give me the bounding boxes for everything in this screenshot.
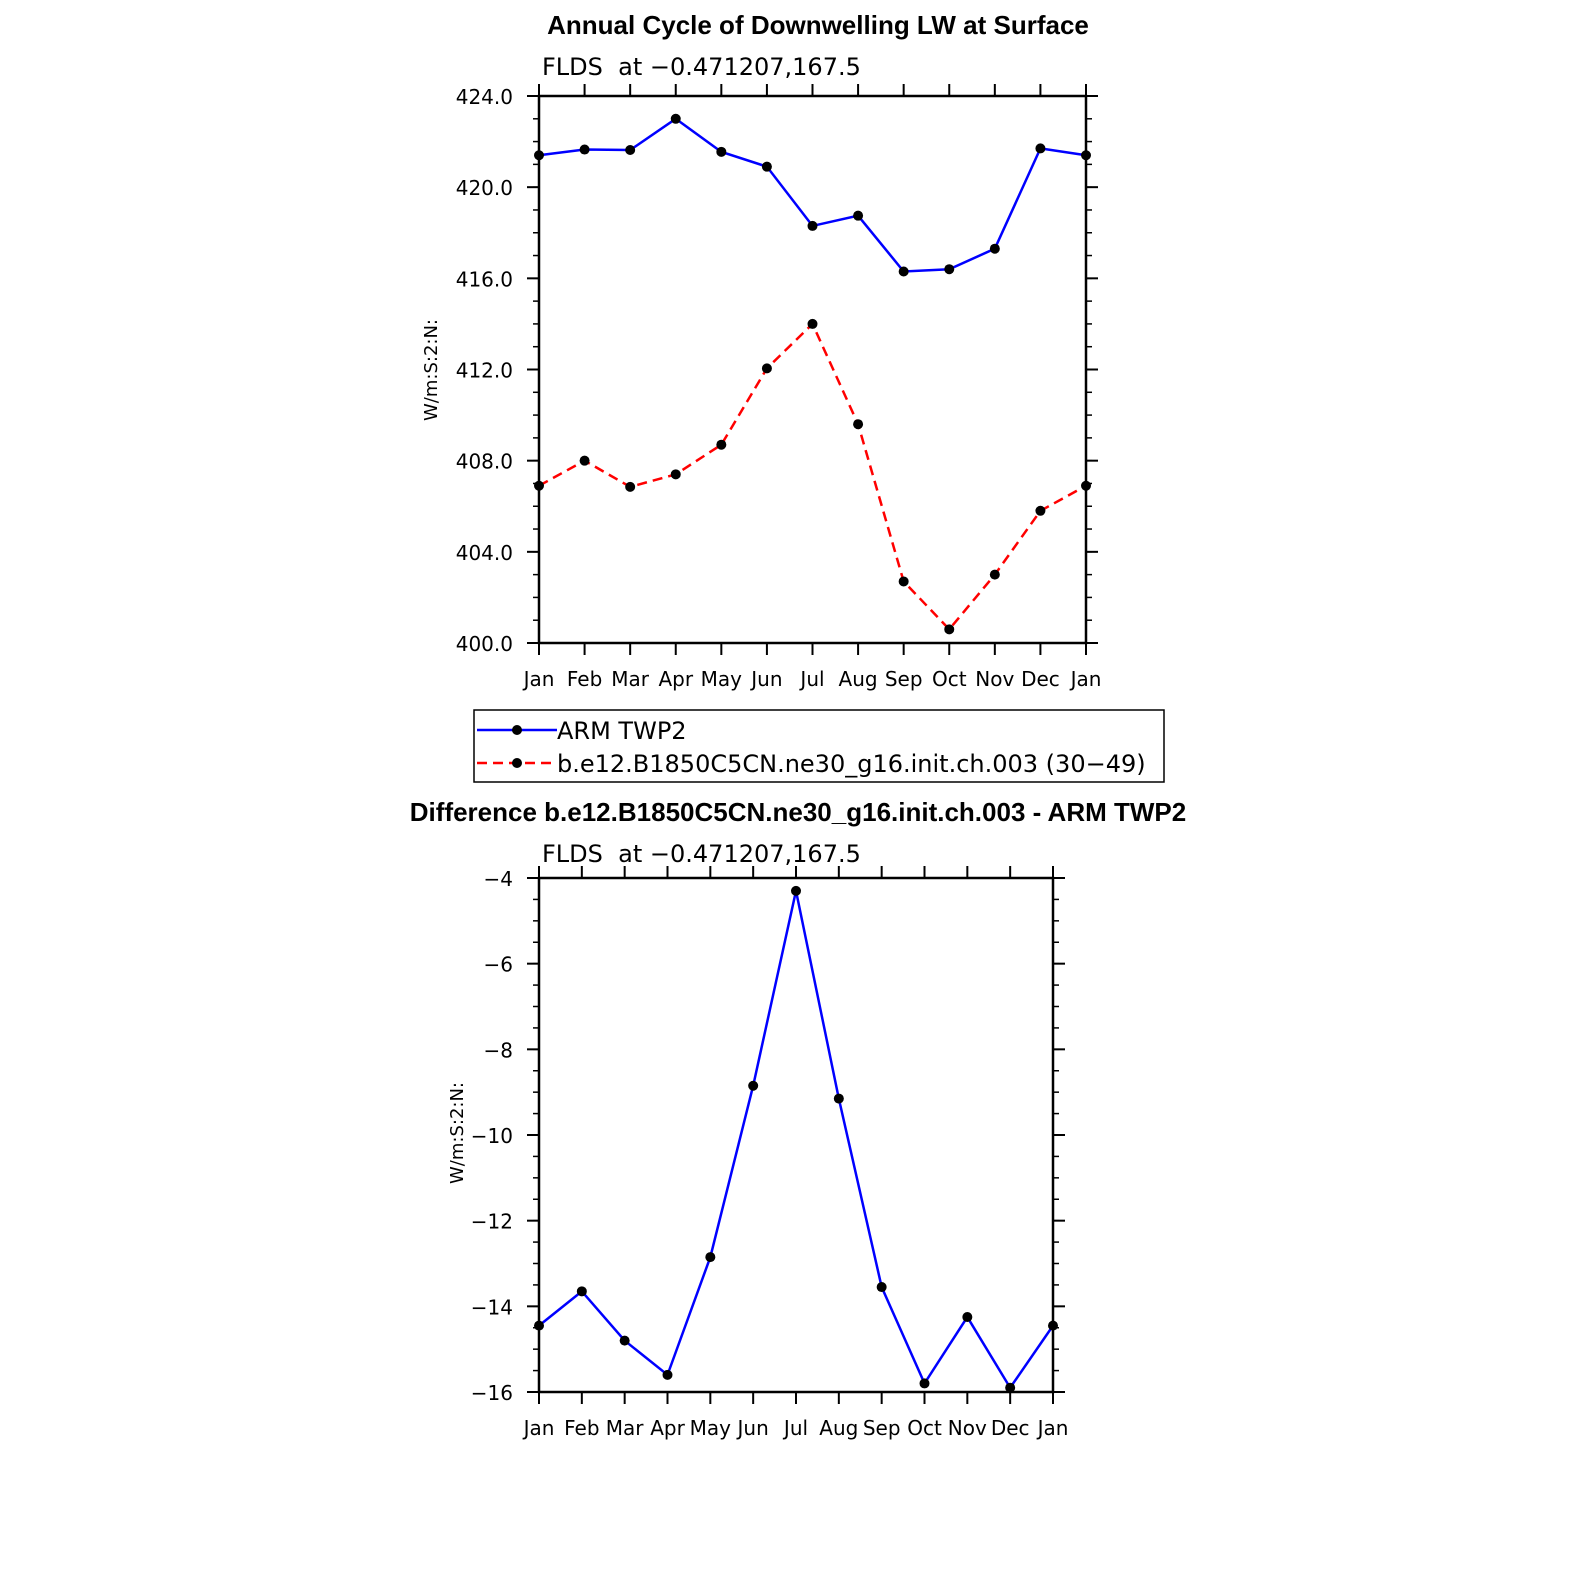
bottom-series-1-point: [1005, 1383, 1015, 1393]
top-series-2-point: [808, 319, 818, 329]
top-series-2-point: [944, 624, 954, 634]
bottom-y-tick-label: −12: [470, 1209, 513, 1234]
bottom-x-tick-label: Nov: [947, 1416, 987, 1440]
top-chart: [421, 10, 1101, 691]
bottom-series-1-point: [663, 1370, 673, 1380]
bottom-y-tick-label: −14: [470, 1295, 513, 1320]
bottom-x-tick-label: Apr: [650, 1416, 685, 1440]
top-plot-area: [456, 84, 1102, 691]
bottom-x-tick-label: May: [689, 1416, 732, 1440]
top-series-1-line: [539, 119, 1086, 272]
top-y-tick-label: 424.0: [455, 85, 513, 109]
bottom-series-1-point: [877, 1282, 887, 1292]
bottom-y-tick-label: −10: [470, 1124, 513, 1148]
top-series-1-point: [716, 147, 726, 157]
top-series-1-point: [534, 150, 544, 160]
bottom-plot-frame: [539, 878, 1053, 1392]
top-x-tick-label: Oct: [931, 667, 967, 691]
top-series-1-point: [944, 264, 954, 274]
legend-marker-model: [512, 758, 522, 768]
bottom-x-tick-label: Mar: [605, 1416, 644, 1440]
top-x-tick-label: Dec: [1021, 667, 1060, 691]
bottom-chart-title: Difference b.e12.B1850C5CN.ne30_g16.init.ch.003 - ARM TWP2: [409, 797, 1187, 827]
top-y-tick-label: 408.0: [455, 449, 513, 474]
bottom-series-1-point: [620, 1336, 630, 1346]
top-chart-subtitle: FLDS at −0.471207,167.5: [542, 53, 861, 81]
top-series-2-line: [539, 324, 1086, 629]
top-series-1-point: [1081, 150, 1091, 160]
bottom-plot-area: [471, 866, 1069, 1440]
top-x-tick-label: Jan: [523, 667, 555, 691]
legend: [474, 710, 1164, 782]
top-series-2-point: [853, 419, 863, 429]
top-y-tick-label: 404.0: [455, 540, 513, 565]
top-y-axis-label: W/m:S:2:N:: [421, 319, 442, 421]
top-y-tick-label: 412.0: [455, 358, 513, 383]
top-series-2-point: [990, 570, 1000, 580]
bottom-x-tick-label: Oct: [907, 1416, 942, 1440]
top-x-tick-label: Jan: [1070, 667, 1102, 691]
top-series-2-point: [534, 481, 544, 491]
top-series-1-point: [990, 244, 1000, 254]
top-series-2-point: [1035, 506, 1045, 516]
top-series-1-point: [1035, 143, 1045, 153]
top-series-1-point: [580, 145, 590, 155]
bottom-series-1-point: [534, 1321, 544, 1331]
bottom-series-1-line: [539, 891, 1053, 1388]
bottom-series-1-point: [1048, 1321, 1058, 1331]
top-x-tick-label: Aug: [838, 667, 878, 691]
top-series-2-point: [580, 456, 590, 466]
bottom-series-1-point: [962, 1312, 972, 1322]
bottom-chart: [410, 797, 1186, 1440]
bottom-y-tick-label: −4: [483, 867, 513, 891]
bottom-y-tick-label: −6: [483, 952, 513, 977]
top-series-1-point: [899, 266, 909, 276]
bottom-series-1-point: [748, 1081, 758, 1091]
top-series-2-point: [625, 482, 635, 492]
bottom-x-tick-label: Jan: [523, 1416, 555, 1440]
top-series-1-point: [762, 162, 772, 172]
bottom-x-tick-label: Aug: [819, 1416, 859, 1440]
top-x-tick-label: Nov: [975, 667, 1015, 691]
top-series-2-point: [671, 469, 681, 479]
legend-label-arm: ARM TWP2: [557, 717, 687, 745]
top-series-2-point: [899, 576, 909, 586]
bottom-x-tick-label: Sep: [862, 1416, 901, 1440]
top-y-tick-label: 400.0: [455, 632, 513, 656]
bottom-series-1-point: [920, 1378, 930, 1388]
top-y-tick-label: 416.0: [455, 267, 513, 292]
top-chart-title: Annual Cycle of Downwelling LW at Surface: [547, 10, 1089, 40]
top-series-1-point: [625, 145, 635, 155]
top-series-1-point: [808, 221, 818, 231]
bottom-chart-subtitle: FLDS at −0.471207,167.5: [542, 840, 861, 868]
top-series-1-point: [853, 211, 863, 221]
bottom-x-tick-label: Jan: [1037, 1416, 1069, 1440]
top-series-2-point: [762, 363, 772, 373]
top-series-1-point: [671, 114, 681, 124]
top-series-2-point: [1081, 481, 1091, 491]
top-x-tick-label: Sep: [884, 667, 923, 691]
bottom-series-1-point: [577, 1286, 587, 1296]
legend-label-model: b.e12.B1850C5CN.ne30_g16.init.ch.003 (30−49): [557, 750, 1146, 778]
bottom-x-tick-label: Jun: [737, 1416, 769, 1440]
top-x-tick-label: Jun: [751, 667, 783, 691]
top-x-tick-label: Jul: [800, 667, 825, 691]
top-x-tick-label: Mar: [611, 667, 650, 691]
top-series-2-point: [716, 440, 726, 450]
bottom-x-tick-label: Feb: [564, 1416, 600, 1440]
top-x-tick-label: Apr: [658, 667, 694, 691]
top-y-tick-label: 420.0: [455, 176, 513, 201]
top-x-tick-label: May: [700, 667, 743, 691]
bottom-x-tick-label: Jul: [783, 1416, 809, 1440]
bottom-y-axis-label: W/m:S:2:N:: [447, 1082, 468, 1184]
bottom-series-1-point: [791, 886, 801, 896]
bottom-series-1-point: [705, 1252, 715, 1262]
top-x-tick-label: Feb: [566, 667, 603, 691]
bottom-y-tick-label: −16: [470, 1381, 513, 1405]
bottom-y-tick-label: −8: [483, 1038, 513, 1063]
bottom-x-tick-label: Dec: [990, 1416, 1030, 1440]
legend-marker-arm: [512, 725, 522, 735]
bottom-series-1-point: [834, 1094, 844, 1104]
